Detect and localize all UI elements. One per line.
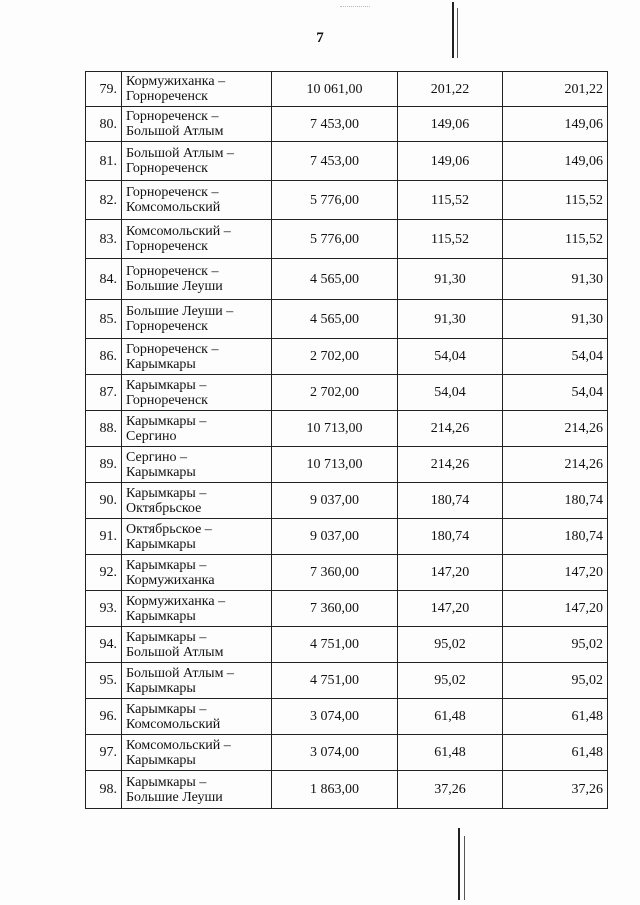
scan-noise — [340, 6, 370, 9]
route-cell — [122, 591, 272, 627]
value-cell-c: 147,20 — [503, 591, 608, 627]
value-cell-a: 7 453,00 — [272, 107, 398, 142]
route-destination: Горнореченск — [126, 161, 208, 176]
routes-table — [85, 71, 608, 809]
row-number: 95. — [86, 663, 122, 699]
route-cell — [122, 220, 272, 259]
route-destination: Комсомольский — [126, 716, 221, 732]
value-cell-a: 1 863,00 — [272, 771, 398, 809]
value-cell-c: 95,02 — [503, 627, 608, 663]
value-cell-b: 201,22 — [398, 72, 503, 107]
route-cell — [122, 771, 272, 809]
table-row — [86, 220, 608, 259]
table-row — [86, 771, 608, 809]
value-cell-c: 54,04 — [503, 339, 608, 375]
value-cell-a: 5 776,00 — [272, 220, 398, 259]
value-cell-b: 54,04 — [398, 375, 503, 411]
route-cell — [122, 735, 272, 771]
route-origin: Комсомольский – — [126, 224, 231, 239]
value-cell-b: 147,20 — [398, 555, 503, 591]
value-cell-b: 147,20 — [398, 591, 503, 627]
table-row — [86, 107, 608, 142]
value-cell-a: 10 061,00 — [272, 72, 398, 107]
route-destination: Карымкары — [126, 680, 196, 696]
route-cell — [122, 339, 272, 375]
route-destination: Карымкары — [126, 356, 196, 372]
row-number: 86. — [86, 339, 122, 375]
table-row — [86, 663, 608, 699]
scan-edge-mark-top — [452, 2, 454, 58]
value-cell-a: 4 751,00 — [272, 627, 398, 663]
route-origin: Горнореченск – — [126, 109, 219, 124]
row-number: 88. — [86, 411, 122, 447]
table-row — [86, 411, 608, 447]
value-cell-c: 180,74 — [503, 483, 608, 519]
route-destination: Большой Атлым — [126, 644, 224, 660]
value-cell-a: 9 037,00 — [272, 483, 398, 519]
value-cell-a: 7 453,00 — [272, 142, 398, 181]
row-number: 91. — [86, 519, 122, 555]
value-cell-c: 115,52 — [503, 220, 608, 259]
route-destination: Карымкары — [126, 536, 196, 552]
route-origin: Горнореченск – — [126, 185, 219, 200]
value-cell-a: 4 751,00 — [272, 663, 398, 699]
value-cell-b: 91,30 — [398, 259, 503, 300]
value-cell-b: 115,52 — [398, 181, 503, 220]
route-cell — [122, 519, 272, 555]
route-destination: Комсомольский — [126, 200, 221, 215]
row-number: 85. — [86, 300, 122, 339]
route-destination: Кормужиханка — [126, 572, 215, 588]
route-cell — [122, 181, 272, 220]
value-cell-a: 3 074,00 — [272, 699, 398, 735]
route-cell — [122, 483, 272, 519]
value-cell-b: 149,06 — [398, 107, 503, 142]
value-cell-a: 2 702,00 — [272, 375, 398, 411]
value-cell-c: 214,26 — [503, 411, 608, 447]
row-number: 93. — [86, 591, 122, 627]
row-number: 79. — [86, 72, 122, 107]
route-destination: Горнореченск — [126, 239, 208, 254]
table-row — [86, 259, 608, 300]
value-cell-c: 149,06 — [503, 142, 608, 181]
row-number: 84. — [86, 259, 122, 300]
table-row — [86, 300, 608, 339]
route-cell — [122, 375, 272, 411]
value-cell-c: 54,04 — [503, 375, 608, 411]
route-destination: Горнореченск — [126, 392, 208, 408]
route-destination: Большие Леуши — [126, 789, 223, 805]
value-cell-c: 214,26 — [503, 447, 608, 483]
route-cell — [122, 447, 272, 483]
value-cell-c: 61,48 — [503, 699, 608, 735]
value-cell-a: 7 360,00 — [272, 555, 398, 591]
route-origin: Большой Атлым – — [126, 146, 234, 161]
route-destination: Карымкары — [126, 752, 196, 768]
value-cell-a: 10 713,00 — [272, 411, 398, 447]
route-cell — [122, 142, 272, 181]
table-row — [86, 72, 608, 107]
route-cell — [122, 72, 272, 107]
value-cell-c: 37,26 — [503, 771, 608, 809]
route-cell — [122, 663, 272, 699]
value-cell-a: 7 360,00 — [272, 591, 398, 627]
route-destination: Карымкары — [126, 608, 196, 624]
route-origin: Карымкары – — [126, 701, 207, 717]
row-number: 83. — [86, 220, 122, 259]
value-cell-c: 147,20 — [503, 555, 608, 591]
table-row — [86, 699, 608, 735]
route-origin: Карымкары – — [126, 774, 207, 790]
row-number: 96. — [86, 699, 122, 735]
value-cell-a: 5 776,00 — [272, 181, 398, 220]
value-cell-b: 149,06 — [398, 142, 503, 181]
value-cell-c: 91,30 — [503, 259, 608, 300]
row-number: 89. — [86, 447, 122, 483]
value-cell-c: 115,52 — [503, 181, 608, 220]
table-row — [86, 735, 608, 771]
route-cell — [122, 411, 272, 447]
route-origin: Большие Леуши – — [126, 304, 234, 319]
route-origin: Карымкары – — [126, 485, 207, 501]
value-cell-c: 91,30 — [503, 300, 608, 339]
route-cell — [122, 627, 272, 663]
route-destination: Большой Атлым — [126, 124, 224, 139]
value-cell-b: 95,02 — [398, 627, 503, 663]
value-cell-b: 61,48 — [398, 699, 503, 735]
route-origin: Кормужиханка – — [126, 593, 226, 609]
route-origin: Карымкары – — [126, 557, 207, 573]
route-origin: Карымкары – — [126, 377, 207, 393]
row-number: 90. — [86, 483, 122, 519]
value-cell-b: 115,52 — [398, 220, 503, 259]
route-destination: Октябрьское — [126, 500, 202, 516]
route-origin: Октябрьское – — [126, 521, 212, 537]
value-cell-b: 180,74 — [398, 519, 503, 555]
route-cell — [122, 699, 272, 735]
route-cell — [122, 259, 272, 300]
route-origin: Карымкары – — [126, 629, 207, 645]
route-origin: Карымкары – — [126, 413, 207, 429]
route-origin: Горнореченск – — [126, 264, 219, 279]
scan-edge-mark-top-2 — [457, 8, 458, 58]
row-number: 98. — [86, 771, 122, 809]
value-cell-b: 180,74 — [398, 483, 503, 519]
table-row — [86, 375, 608, 411]
route-origin: Кормужиханка – — [126, 74, 226, 89]
table-row — [86, 339, 608, 375]
table-row — [86, 555, 608, 591]
row-number: 97. — [86, 735, 122, 771]
table-row — [86, 142, 608, 181]
route-destination: Большие Леуши — [126, 279, 223, 294]
value-cell-c: 149,06 — [503, 107, 608, 142]
value-cell-c: 61,48 — [503, 735, 608, 771]
value-cell-b: 91,30 — [398, 300, 503, 339]
value-cell-b: 37,26 — [398, 771, 503, 809]
route-origin: Горнореченск – — [126, 341, 219, 357]
row-number: 80. — [86, 107, 122, 142]
routes-table-body — [86, 72, 608, 809]
value-cell-a: 4 565,00 — [272, 300, 398, 339]
row-number: 87. — [86, 375, 122, 411]
page-number: 7 — [316, 30, 324, 46]
route-origin: Сергино – — [126, 449, 187, 465]
value-cell-a: 4 565,00 — [272, 259, 398, 300]
scan-edge-mark-bottom-2 — [464, 836, 465, 900]
value-cell-b: 214,26 — [398, 447, 503, 483]
row-number: 81. — [86, 142, 122, 181]
value-cell-b: 61,48 — [398, 735, 503, 771]
value-cell-c: 95,02 — [503, 663, 608, 699]
table-row — [86, 181, 608, 220]
scan-edge-mark-bottom — [458, 828, 460, 900]
route-cell — [122, 300, 272, 339]
value-cell-a: 10 713,00 — [272, 447, 398, 483]
value-cell-a: 2 702,00 — [272, 339, 398, 375]
value-cell-b: 54,04 — [398, 339, 503, 375]
route-cell — [122, 107, 272, 142]
value-cell-c: 201,22 — [503, 72, 608, 107]
route-destination: Горнореченск — [126, 319, 208, 334]
value-cell-b: 214,26 — [398, 411, 503, 447]
table-row — [86, 627, 608, 663]
row-number: 92. — [86, 555, 122, 591]
table-row — [86, 519, 608, 555]
value-cell-a: 3 074,00 — [272, 735, 398, 771]
route-cell — [122, 555, 272, 591]
value-cell-c: 180,74 — [503, 519, 608, 555]
route-destination: Горнореченск — [126, 89, 208, 104]
value-cell-b: 95,02 — [398, 663, 503, 699]
table-row — [86, 447, 608, 483]
route-destination: Карымкары — [126, 464, 196, 480]
route-origin: Большой Атлым – — [126, 665, 234, 681]
table-row — [86, 483, 608, 519]
row-number: 94. — [86, 627, 122, 663]
route-destination: Сергино — [126, 428, 177, 444]
row-number: 82. — [86, 181, 122, 220]
value-cell-a: 9 037,00 — [272, 519, 398, 555]
route-origin: Комсомольский – — [126, 737, 231, 753]
table-row — [86, 591, 608, 627]
